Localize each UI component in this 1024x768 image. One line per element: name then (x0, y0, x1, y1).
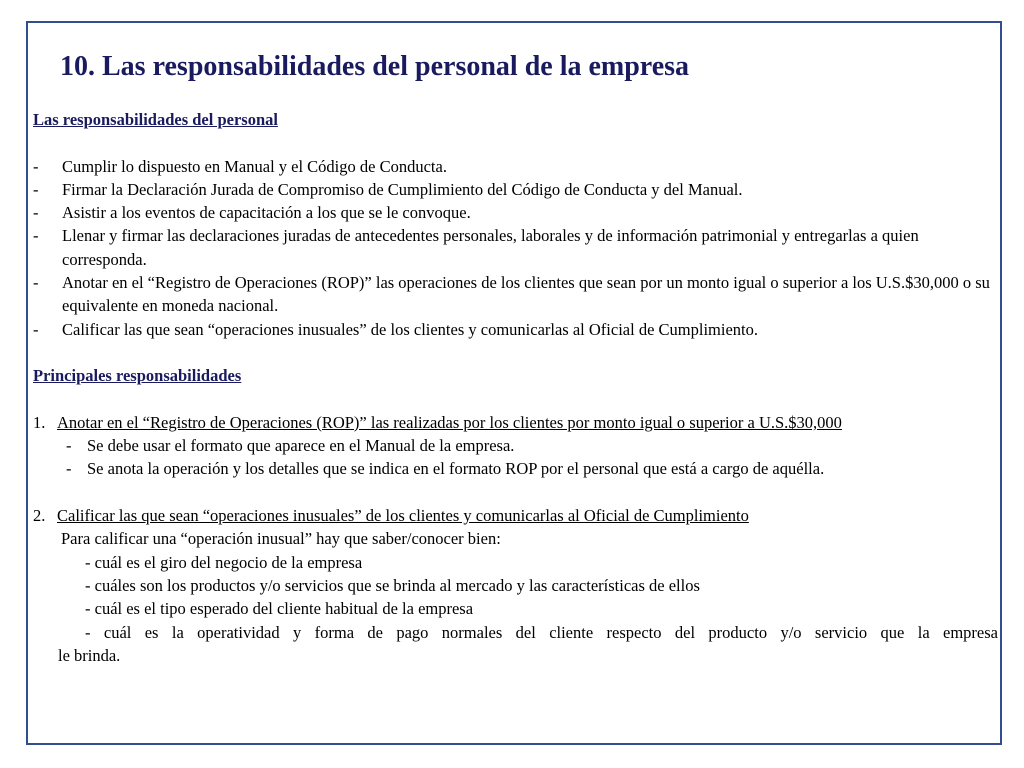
list-item: - Asistir a los eventos de capacitación a los que se le convoque. (33, 203, 471, 223)
list-item: - Llenar y firmar las declaraciones juradas de antecedentes personales, laborales y de información patrimonial y entregarlas a quien corresponda. (33, 226, 919, 269)
slide-content (33, 108, 998, 667)
sub-list-item: - Se debe usar el formato que aparece en el Manual de la empresa. (66, 436, 515, 456)
list-item: - Calificar las que sean “operaciones inusuales” de los clientes y comunicarlas al Oficial de Cumplimiento. (33, 319, 758, 339)
sub-list-item: - cuál es el giro del negocio de la empresa (85, 552, 363, 572)
slide-title: 10. Las responsabilidades del personal de la empresa (60, 51, 690, 82)
numbered-item-2: 2. Calificar las que sean “operaciones inusuales” de los clientes y comunicarlas al Oficial de Cumplimiento (33, 506, 749, 526)
sub-list-item: - cuál es la operatividad y forma de pago normales del cliente respecto del producto y/o servicio que la empresa (85, 622, 998, 642)
list-item: - Anotar en el “Registro de Operaciones (ROP)” las operaciones de los clientes que sean por un monto igual o superior a los U.S.$30,000 o su equivalente en moneda nacional. (33, 273, 990, 316)
list-item: - Firmar la Declaración Jurada de Compromiso de Cumplimiento del Código de Conducta y del Manual. (33, 179, 743, 199)
item-2-intro: Para calificar una “operación inusual” hay que saber/conocer bien: (61, 529, 501, 549)
section-heading-principal: Principales responsabilidades (33, 366, 242, 386)
sub-list-item: - Se anota la operación y los detalles que se indica en el formato ROP por el personal que está a cargo de aquélla. (66, 459, 825, 479)
sub-list-item: - cuál es el tipo esperado del cliente habitual de la empresa (85, 599, 474, 619)
sub-list-item-continuation: le brinda. (58, 645, 121, 665)
list-item: - Cumplir lo dispuesto en Manual y el Código de Conducta. (33, 156, 447, 176)
numbered-item-1: 1. Anotar en el “Registro de Operaciones (ROP)” las realizadas por los clientes por monto igual o superior a U.S.$30,000 (33, 412, 842, 432)
section-heading-personal: Las responsabilidades del personal (33, 110, 278, 129)
sub-list-item: - cuáles son los productos y/o servicios que se brinda al mercado y las características de ellos (85, 575, 700, 595)
